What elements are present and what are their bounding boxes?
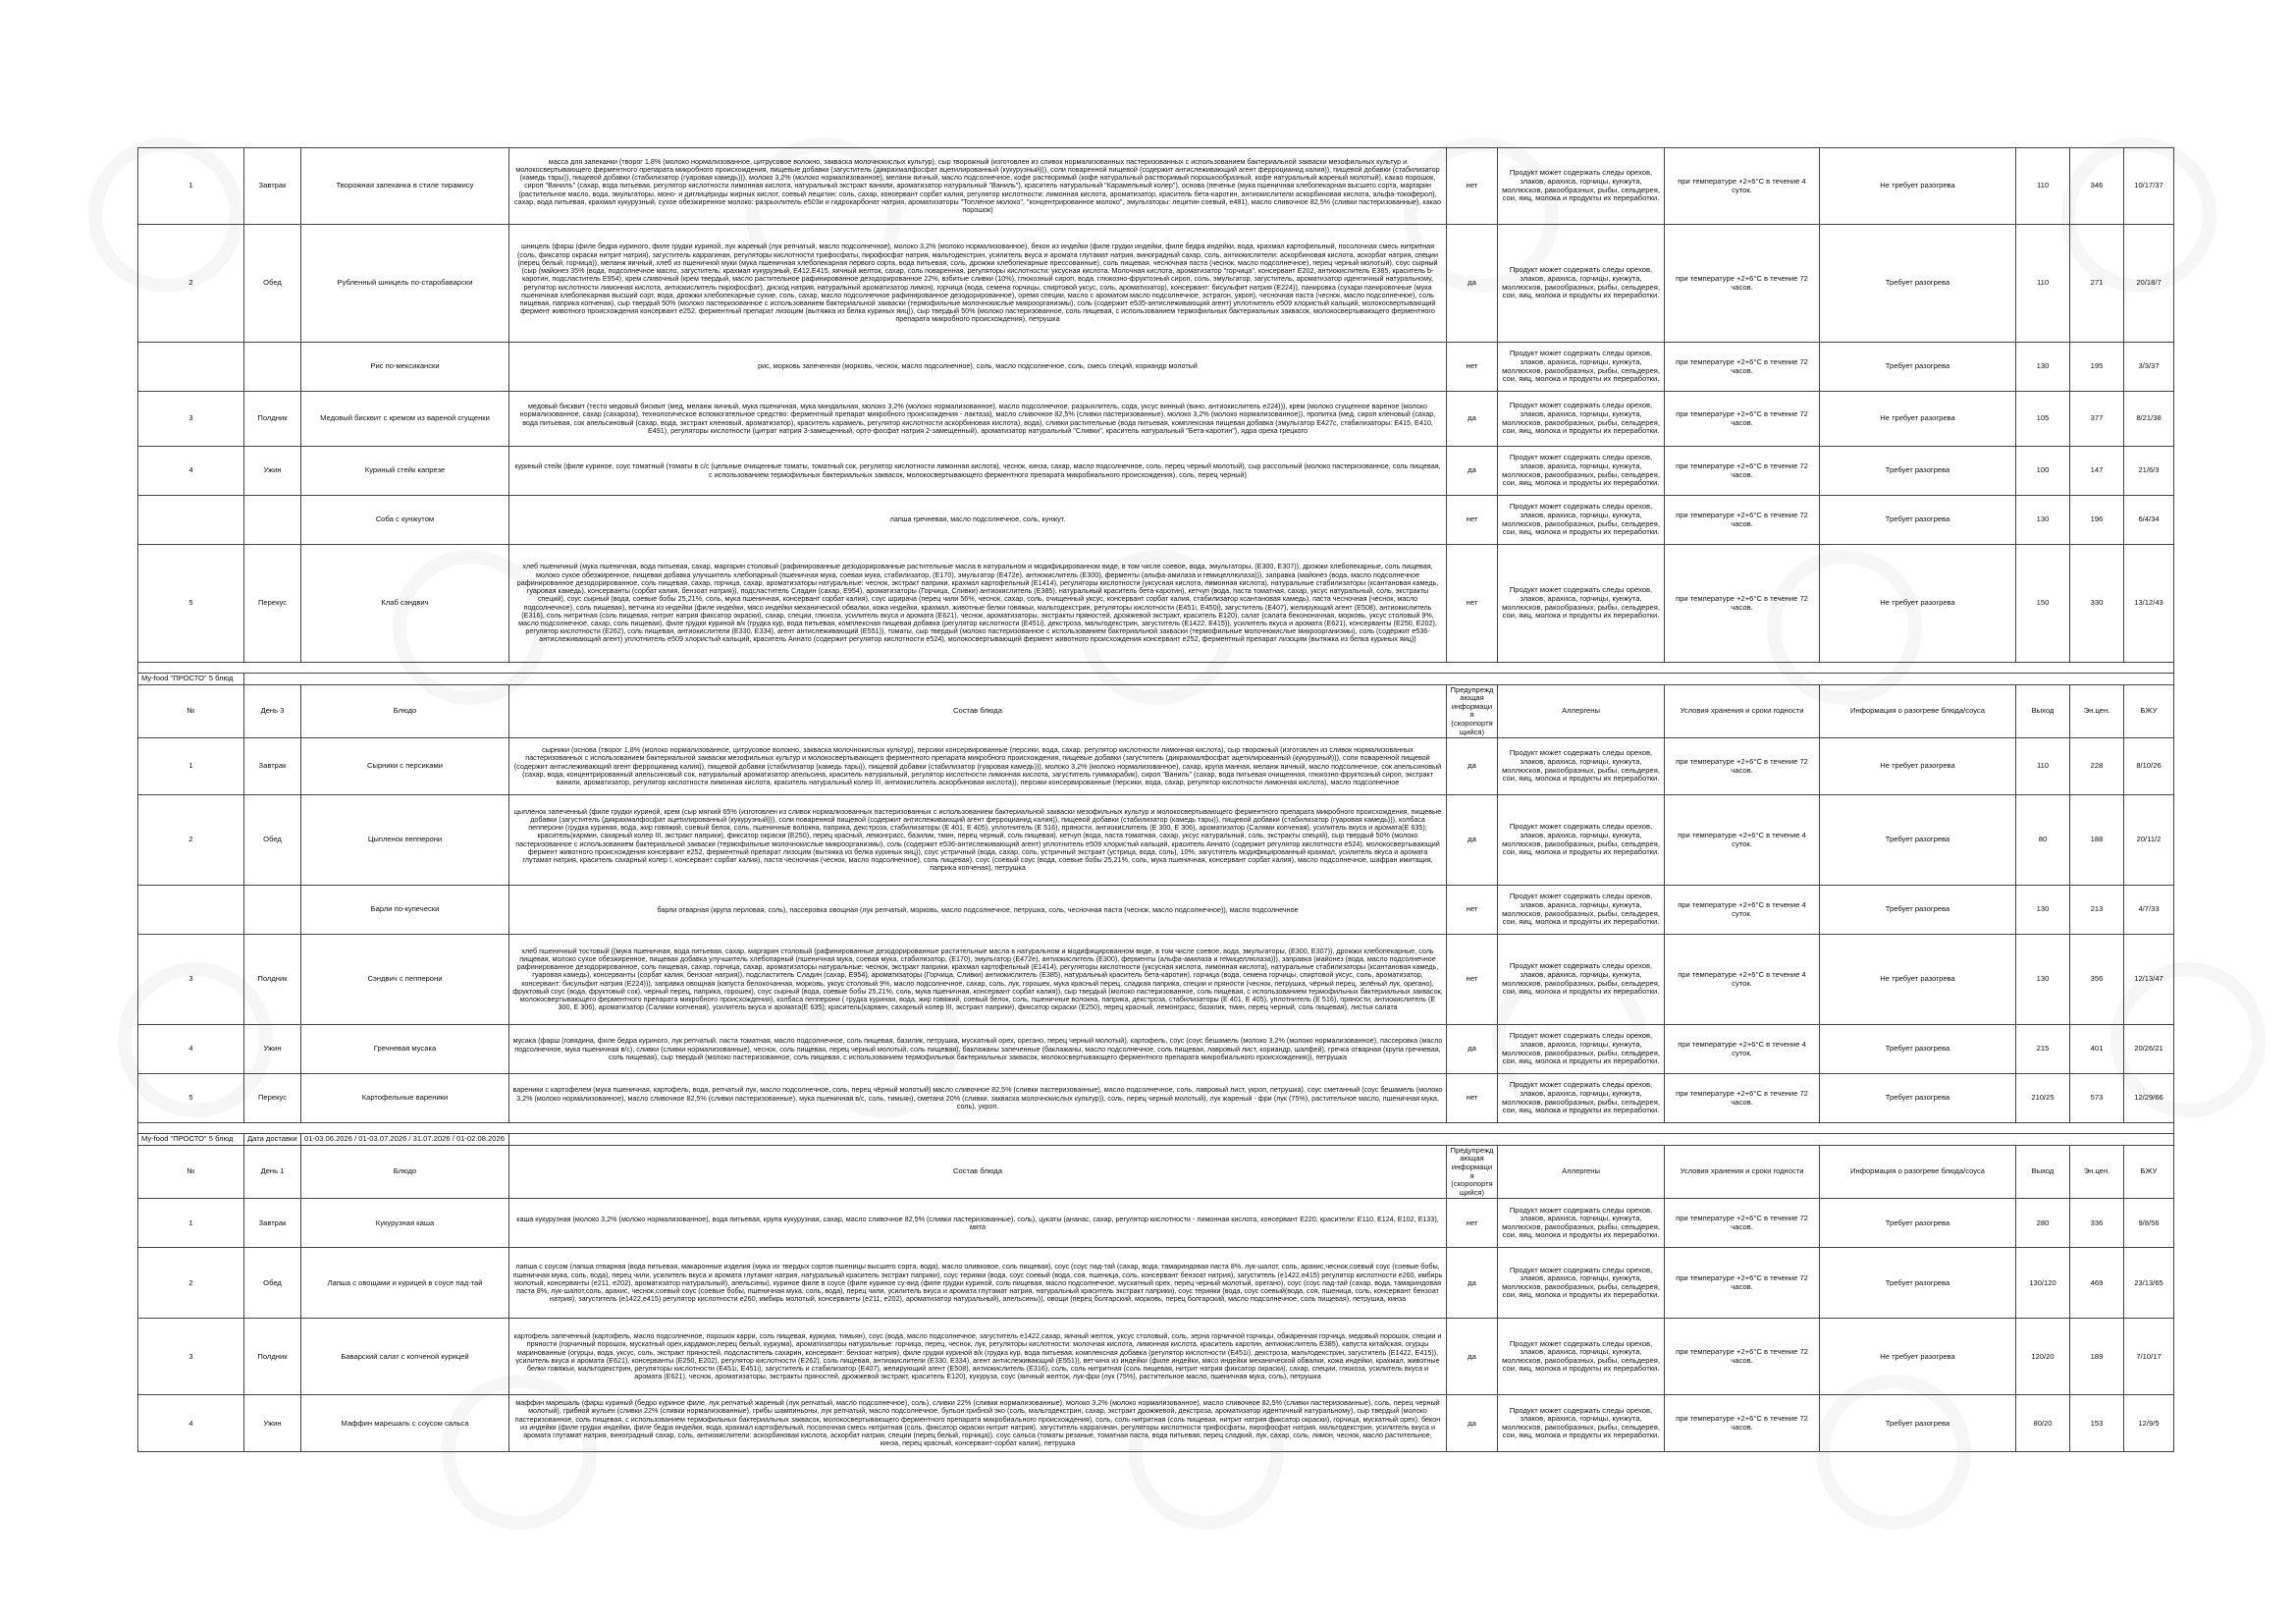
energy-value: 346 [2070,148,2124,225]
table-row [138,1074,2174,1123]
meal-type: Ужин [244,1395,301,1452]
bju-value: 9/8/56 [2124,1199,2174,1248]
composition-text: хлеб пшеничный тостовый ((мука пшеничная, вода питьевая, сахар, маргарин столовый (рафинированные дезодорированные растительные масла в натуральном и модифицированном виде, в том числе соевое, вода, эмульгаторы, (Е300, Е307)), дрожжи хлебопекарные, соль пищевая, молоко сухое обезжиренное, пищевая добавка улучшитель хлебопарный (пшеничная мука, соевая мука, стабилизатор, (Е170), эмульгатор (Е472е), антиокислитель (Е300), ферменты (альфа-амилаза и гемицеллюлаза))), заправка (майонез (вода, масло подсолнечное рафинированное дезодорированное, соль пищевая, сахар, горчица, сахар, ароматизаторы натуральные: чеснок, экстракт паприки, крахмал картофельный (Е1414), регуляторы кислотности (уксусная кислота, лимонная кислота), натуральные стабилизаторы (ксантановая камедь, гуаровая камедь), консерванты (сорбат калия, бензоат натрия)), подсластитель Сладин (сахар, Е954), ароматизаторы (Горчица, Сливки) антиокислитель (Е385), натуральный краситель бета-каротин), горчица (вода, семена горчицы, спиртовой уксус, соль, ароматизатор, консервант: бисульфит натрия (Е224))), заправка овощная (капуста белокочанная, морковь, уксус столовый 9%, масло подсолнечное, сахар, соль, лук, горошек, мука красный перец, сладкая паприка, специи и пряности (чеснок, петрушка, чёрный перец, зелёный лук, орегано), фруктовый соус (вода, фруктовый сок), черный перец, паприка, горошек), соус сырный (вода, соевые бобы 25,21%, соль, мука пшеничная, консервант сорбат калия)), сыр твердый (молоко пастеризованное, соль пищевая, с использованием термофильных бактериальных заквасок, молокосвертывающего ферментного препарата микробного происхождения), колбаса пепперони ( грудка куриная, вода, жир говяжий, соевый белок, соль, пшеничные волокна, паприка, декстроза, стабилизаторы (Е 401, Е 405), уплотнитель (Е 516), пряности, антиокислитель (Е 300, Е 306), ароматизатор (Салями копченая), усилитель вкуса и аромата(Е 635); краситель(кармин, сахарный колер III, экстракт паприки), фиксатор окраски (Е250), перец красный, лемонграсс, базилик, тмин, перец черный, соль пищевая), листья салата [509,935,1447,1025]
col-output: Выход [2016,1145,2070,1199]
bju-value: 8/21/38 [2124,392,2174,447]
heating-info: Требует разогрева [1820,343,2016,392]
bju-value: 20/26/21 [2124,1025,2174,1074]
meal-type: Завтрак [244,148,301,225]
meal-type: Перекус [244,545,301,663]
dish-name: Картофельные вареники [301,1074,509,1123]
warning-flag: да [1447,1319,1498,1395]
energy-value: 189 [2070,1319,2124,1395]
col-storage: Условия хранения и сроки годности [1665,684,1820,738]
allergens-text: Продукт может содержать следы орехов, злаков, арахиса, горчицы, кунжута, моллюсков, ракообразных, рыбы, сельдерея, сои, яиц, молока и продукты их переработки. [1498,1025,1665,1074]
output-weight: 100 [2016,447,2070,496]
row-number: 2 [138,1248,244,1319]
bju-value: 10/17/37 [2124,148,2174,225]
storage-text: при температуре +2+6°С в течение 4 суток. [1665,886,1820,935]
bju-value: 23/13/65 [2124,1248,2174,1319]
output-weight: 110 [2016,738,2070,795]
col-composition: Состав блюда [509,1145,1447,1199]
row-number: 2 [138,225,244,343]
table-row [138,343,2174,392]
meal-type: Обед [244,795,301,886]
row-number: 3 [138,935,244,1025]
storage-text: при температуре +2+6°С в течение 72 часов. [1665,447,1820,496]
col-heating: Информация о разогреве блюда/соуса [1820,684,2016,738]
table-row [138,1248,2174,1319]
output-weight: 80 [2016,795,2070,886]
row-number: 5 [138,545,244,663]
meal-type: Полдник [244,935,301,1025]
row-number: 1 [138,738,244,795]
bju-value: 12/13/47 [2124,935,2174,1025]
bju-value: 8/10/26 [2124,738,2174,795]
storage-text: при температуре +2+6°С в течение 72 часов. [1665,1319,1820,1395]
heating-info: Не требует разогрева [1820,148,2016,225]
dish-name: Сырники с персиками [301,738,509,795]
output-weight: 130 [2016,343,2070,392]
meal-type [244,496,301,545]
heating-info: Требует разогрева [1820,1074,2016,1123]
dish-name: Соба с кунжутом [301,496,509,545]
storage-text: при температуре +2+6°С в течение 72 часов. [1665,738,1820,795]
dish-name: Цыпленок пепперони [301,795,509,886]
output-weight: 110 [2016,225,2070,343]
row-number [138,343,244,392]
allergens-text: Продукт может содержать следы орехов, злаков, арахиса, горчицы, кунжута, моллюсков, ракообразных, рыбы, сельдерея, сои, яиц, молока и продукты их переработки. [1498,1199,1665,1248]
output-weight: 120/20 [2016,1319,2070,1395]
energy-value: 147 [2070,447,2124,496]
dish-name: Сэндвич с пепперони [301,935,509,1025]
allergens-text: Продукт может содержать следы орехов, злаков, арахиса, горчицы, кунжута, моллюсков, ракообразных, рыбы, сельдерея, сои, яиц, молока и продукты их переработки. [1498,343,1665,392]
allergens-text: Продукт может содержать следы орехов, злаков, арахиса, горчицы, кунжута, моллюсков, ракообразных, рыбы, сельдерея, сои, яиц, молока и продукты их переработки. [1498,545,1665,663]
output-weight: 280 [2016,1199,2070,1248]
meal-type [244,343,301,392]
storage-text: при температуре +2+6°С в течение 72 часов. [1665,545,1820,663]
date-label: Дата доставки [244,1134,301,1146]
storage-text: при температуре +2+6°С в течение 72 часов. [1665,343,1820,392]
allergens-text: Продукт может содержать следы орехов, злаков, арахиса, горчицы, кунжута, моллюсков, ракообразных, рыбы, сельдерея, сои, яиц, молока и продукты их переработки. [1498,738,1665,795]
allergens-text: Продукт может содержать следы орехов, злаков, арахиса, горчицы, кунжута, моллюсков, ракообразных, рыбы, сельдерея, сои, яиц, молока и продукты их переработки. [1498,148,1665,225]
heating-info: Не требует разогрева [1820,392,2016,447]
heating-info: Требует разогрева [1820,1248,2016,1319]
col-storage: Условия хранения и сроки годности [1665,1145,1820,1199]
energy-value: 377 [2070,392,2124,447]
dish-name: Кукурузная каша [301,1199,509,1248]
storage-text: при температуре +2+6°С в течение 4 суток. [1665,795,1820,886]
heating-info: Требует разогрева [1820,1025,2016,1074]
allergens-text: Продукт может содержать следы орехов, злаков, арахиса, горчицы, кунжута, моллюсков, ракообразных, рыбы, сельдерея, сои, яиц, молока и продукты их переработки. [1498,886,1665,935]
allergens-text: Продукт может содержать следы орехов, злаков, арахиса, горчицы, кунжута, моллюсков, ракообразных, рыбы, сельдерея, сои, яиц, молока и продукты их переработки. [1498,795,1665,886]
table-row [138,1395,2174,1452]
warning-flag: да [1447,1025,1498,1074]
energy-value: 330 [2070,545,2124,663]
energy-value: 228 [2070,738,2124,795]
section-label-2: My-food "ПРОСТО" 5 блюд [138,674,244,685]
composition-text: каша кукурузная (молоко 3,2% (молоко нормализованное), вода питьевая, крупа кукурузная, сахар, масло сливочное 82,5% (сливки пастеризованные), соль), цукаты (ананас, сахар, регулятор кислотности - лимонная кислота, консервант Е220, красители: Е110, Е124, Е102, Е133), мята [509,1199,1447,1248]
warning-flag: нет [1447,1199,1498,1248]
meal-type: Перекус [244,1074,301,1123]
energy-value: 573 [2070,1074,2124,1123]
warning-flag: да [1447,1248,1498,1319]
block-3-rows [138,1199,2174,1452]
meal-type [244,886,301,935]
col-no: № [138,1145,244,1199]
warning-flag: да [1447,392,1498,447]
output-weight: 150 [2016,545,2070,663]
meal-type: Завтрак [244,1199,301,1248]
dish-name: Рубленный шницель по-старобаварски [301,225,509,343]
allergens-text: Продукт может содержать следы орехов, злаков, арахиса, горчицы, кунжута, моллюсков, ракообразных, рыбы, сельдерея, сои, яиц, молока и продукты их переработки. [1498,1074,1665,1123]
composition-text: лапша гречневая, масло подсолнечное, соль, кунжут. [509,496,1447,545]
col-energy: Эн.цен. [2070,1145,2124,1199]
composition-text: куриный стейк (филе куриное, соус томатный (томаты в с/с (цельные очищенные томаты, томатный сок, регулятор кислотности лимонная кислота), чеснок, кинза, сахар, масло подсолнечное, соль, перец черный молотый), сыр рассольный (молоко пастеризованное, соль пищевая, с использованием термофильных бактериальных заквасок, молокосвертывающего ферментного препарата микробиального происхождения), соль, перец черный) [509,447,1447,496]
col-allergens: Аллергены [1498,684,1665,738]
col-energy: Эн.цен. [2070,684,2124,738]
allergens-text: Продукт может содержать следы орехов, злаков, арахиса, горчицы, кунжута, моллюсков, ракообразных, рыбы, сельдерея, сои, яиц, молока и продукты их переработки. [1498,447,1665,496]
table-row [138,392,2174,447]
bju-value: 12/29/66 [2124,1074,2174,1123]
allergens-text: Продукт может содержать следы орехов, злаков, арахиса, горчицы, кунжута, моллюсков, ракообразных, рыбы, сельдерея, сои, яиц, молока и продукты их переработки. [1498,1395,1665,1452]
heating-info: Требует разогрева [1820,1395,2016,1452]
table-row [138,496,2174,545]
output-weight: 130 [2016,935,2070,1025]
menu-composition-table [137,147,2174,1452]
output-weight: 215 [2016,1025,2070,1074]
header-row-day3 [138,684,2174,738]
warning-flag: нет [1447,343,1498,392]
composition-text: шницель (фарш (филе бедра куриного, филе грудки куриной, лук жареный (лук репчатый, масло подсолнечное), молоко 3,2% (молоко нормализованное), бекон из индейки (филе грудки индейки, филе бедра индейки, вода, крахмал картофельный, посолочная смесь нитритная (соль, фиксатор окраски нитрит натрия), загуститель каррагинан, регуляторы кислотности трифосфаты, пирофосфат натрия, мальтодекстрин, усилитель вкуса и аромата глутамат натрия, виноградный сахар, соль, антиокислители: аскорбиновая кислота, аскорбат натрия, специи (перец белый, горчица)), меланж яичный, хлеб из пшеничной муки (мука пшеничная хлебопекарная первого сорта, вода питьевая, соль, дрожжи хлебопекарные прессованные), соль пищевая, чесночная паста (чеснок, масло подсолнечное), перец черный молотый), соус сырный (сыр (майонез 35% (вода, подсолнечное масло, загуститель: крахмал кукурузный, Е412,Е415, яичный желток, сахар, соль поваренная, регуляторы кислотности: уксусная кислота. Молочная кислота, ароматизатор "горчица", консервант Е202, антиокислитель Е385, краситель b-каротин, подсластитель Е954), крем сливочный (крем твердый, масло растительное рафинированное дезодорированное 22%, взбитые сливки (10%), глюкозный сироп, вода, глюкозно-фруктозный сироп, соль, эмульгатор, загуститель, ароматизатор идентичный натуральному, регулятор кислотности лимонная кислота, антиокислитель пирофосфат), дискод натрия, натуральный ароматизатор лимон), горчица (вода, семена горчицы, спиртовой уксус, соль, ароматизатор), консервант: бисульфит натрия (Е224)), панировка (сухари панировочные (мука пшеничная хлебопекарная высший сорт, вода, дрожжи хлебопекарные сухие, соль, сахар, масло подсолнечное рафинированное дезодорированное), оремя специи, масло с ароматом масло подсолнечное, эстрагон, укроп), чесночная паста (чеснок, масло подсолнечное), соль пищевая, паприка копченая), сыр твердый 50% (молоко пастеризованное с использованием бактериальной закваски (термофильные молочнокислые микроорганизмы), соль (содержит e535-антислеживающий агент) уплотнитель e509 хлористый кальций, молокосвертывающий фермент животного происхождения консервант e252, ферментный препарат лизоцим (вытяжка из белка куриных яиц)), сыр твердый 50% (молоко пастеризованное, соль пищевая, с использованием термофильных бактериальных заквасок, молокосвертывающего ферментного препарата микробного происхождения), петрушка [509,225,1447,343]
dish-name: Творожная запеканка в стиле тирамису [301,148,509,225]
heating-info: Требует разогрева [1820,496,2016,545]
warning-flag: нет [1447,496,1498,545]
bju-value: 20/18/7 [2124,225,2174,343]
bju-value: 3/3/37 [2124,343,2174,392]
col-day: День 1 [244,1145,301,1199]
row-number: 4 [138,1025,244,1074]
storage-text: при температуре +2+6°С в течение 72 часов. [1665,496,1820,545]
output-weight: 105 [2016,392,2070,447]
meal-type: Обед [244,225,301,343]
meal-type: Ужин [244,447,301,496]
bju-value: 7/10/17 [2124,1319,2174,1395]
col-day: День 3 [244,684,301,738]
date-value: 01-03.06.2026 / 01-03.07.2026 / 31.07.2026 / 01-02.08.2026 [301,1134,509,1146]
composition-text: маффин марешаль (фарш куриный (бедро куриное филе, лук репчатый жареный (лук репчатый, масло подсолнечное), соль), сливки 22% (сливки нормализованные), молоко 3,2% (молоко нормализованное), масло сливочное 82,5% (сливки пастеризованные), соль, перец черный молотый), грибной жульен (сливки 22% (сливки нормализованные), грибы шампиньоны, лук репчатый, масло подсолнечное, бульон грибной эко (соль, мальтодекстрин, сахар, экстракт дрожжевой, декстроза, ароматизатор идентичный натуральному), сыр твердый (молоко пастеризованное, соль пищевая, с использованием термофильных бактериальных заквасок, молокосвертывающего ферментного препарата микробиального происхождения), соль, соль нитритная (соль пищевая, нитрит натрия фиксатор окраски), горчица, мускатный орех), бекон из индейки (филе грудки индейки, филе бедра индейки, вода, крахмал картофельный, посолочная смесь нитритная (соль, фиксатор окраски нитрит натрия), загуститель каррагинан, регуляторы кислотности трифосфаты, пирофосфат натрия, мальтодекстрин, усилитель вкуса и аромата глутамат натрия, виноградный сахар, соль, антиокислители: аскорбиновая кислота, аскорбат натрия, специи (перец белый, горчица)), соус сальса (томаты резаные, томатная паста, вода питьевая, перец сладкий, лук, сахар, соль, лимон, чеснок, масло растительное, кинза, перец красный, консервант-сорбат калия), петрушка [509,1395,1447,1452]
energy-value: 469 [2070,1248,2124,1319]
table-row [138,545,2174,663]
storage-text: при температуре +2+6°С в течение 72 часов. [1665,1074,1820,1123]
output-weight: 210/25 [2016,1074,2070,1123]
row-number: 1 [138,1199,244,1248]
warning-flag: да [1447,1395,1498,1452]
row-number: 4 [138,1395,244,1452]
table-row [138,886,2174,935]
block-2-rows [138,738,2174,1123]
block-1-rows [138,148,2174,663]
col-dish: Блюдо [301,684,509,738]
heating-info: Требует разогрева [1820,886,2016,935]
energy-value: 196 [2070,496,2124,545]
table-row [138,1319,2174,1395]
energy-value: 153 [2070,1395,2124,1452]
bju-value: 12/9/5 [2124,1395,2174,1452]
row-number: 5 [138,1074,244,1123]
meal-type: Завтрак [244,738,301,795]
row-number: 3 [138,1319,244,1395]
section-label-3: My-food "ПРОСТО" 5 блюд [138,1134,244,1146]
row-number: 4 [138,447,244,496]
table-row [138,935,2174,1025]
row-number: 3 [138,392,244,447]
col-warning: Предупреждающая информация (скоропортящийся) [1447,1145,1498,1199]
warning-flag: да [1447,795,1498,886]
output-weight: 130 [2016,886,2070,935]
meal-type: Ужин [244,1025,301,1074]
dish-name: Гречневая мусака [301,1025,509,1074]
heating-info: Не требует разогрева [1820,738,2016,795]
storage-text: при температуре +2+6°С в течение 72 часов. [1665,1395,1820,1452]
heating-info: Не требует разогрева [1820,1319,2016,1395]
output-weight: 130/120 [2016,1248,2070,1319]
allergens-text: Продукт может содержать следы орехов, злаков, арахиса, горчицы, кунжута, моллюсков, ракообразных, рыбы, сельдерея, сои, яиц, молока и продукты их переработки. [1498,935,1665,1025]
composition-text: мусака (фарш (говядина, филе бедра куриного, лук репчатый, паста томатная, масло подсолнечное, соль пищевая, базилик, петрушка, мускатный орех, орегано, перец черный молотый), картофель, соус (соус бешамель (молоко 3,2% (молоко нормализованное), пассеровка (масло подсолнечное, мука пшеничная в/с), сливки (сливки нормализованные), чеснок, соль пищевая, перец черный молотый, соль пищевая), баклажаны запеченные (баклажаны, масло подсолнечное, соль пищевая, лавровый лист, кориандр, шалфей), гречка отварная (крупа гречневая, соль пищевая), сыр твердый (молоко пастеризованное, соль пищевая, с использованием термофильных бактериальных заквасок, молокосвертывающего ферментного препарата микробиального происхождения)), петрушка [509,1025,1447,1074]
row-number: 2 [138,795,244,886]
storage-text: при температуре +2+6°С в течение 72 часов. [1665,225,1820,343]
output-weight: 80/20 [2016,1395,2070,1452]
col-allergens: Аллергены [1498,1145,1665,1199]
table-row [138,225,2174,343]
energy-value: 195 [2070,343,2124,392]
storage-text: при температуре +2+6°С в течение 4 суток. [1665,148,1820,225]
bju-value: 4/7/33 [2124,886,2174,935]
energy-value: 356 [2070,935,2124,1025]
heating-info: Не требует разогрева [1820,935,2016,1025]
dish-name: Рис по-мексикански [301,343,509,392]
col-output: Выход [2016,684,2070,738]
meal-type: Полдник [244,392,301,447]
allergens-text: Продукт может содержать следы орехов, злаков, арахиса, горчицы, кунжута, моллюсков, ракообразных, рыбы, сельдерея, сои, яиц, молока и продукты их переработки. [1498,1248,1665,1319]
table-row [138,738,2174,795]
row-number [138,496,244,545]
table-row [138,1025,2174,1074]
warning-flag: да [1447,447,1498,496]
composition-text: барли отварная (крупа перловая, соль), пассеровка овощная (лук репчатый, морковь, масло подсолнечное, петрушка, соль, чесночная паста (чеснок, масло подсолнечное)), масло подсолнечное [509,886,1447,935]
allergens-text: Продукт может содержать следы орехов, злаков, арахиса, горчицы, кунжута, моллюсков, ракообразных, рыбы, сельдерея, сои, яиц, молока и продукты их переработки. [1498,1319,1665,1395]
bju-value: 13/12/43 [2124,545,2174,663]
dish-name: Клаб сэндвич [301,545,509,663]
storage-text: при температуре +2+6°С в течение 4 суток. [1665,1025,1820,1074]
composition-text: сырники (основа (творог 1,8% (молоко нормализованное, цитрусовое волокно, закваска молочнокислых культур), персики консервированные (персики, вода, сахар, регулятор кислотности лимонная кислота), сыр творожный (изготовлен из сливок нормализованных пастеризованных с использованием бактериальной закваски мезофильных культур и молокосвертывающего ферментного препарата микробного происхождения, пищевые добавки (загуститель (дикрахмалфосфат ацетилированный (кукурузный))), соли поваренной пищевой (содержит антислеживающий агент ферроцианид калия)), пищевой добавки (стабилизатор (камедь тары)), пищевой добавки (стабилизатор (гуаровая камедь))), молоко 3,2% (молоко нормализованное), сахар, крупа манная, меланж яичный, масло подсолнечное, сок апельсиновый (сахар, вода, концентрированный апельсиновый сок, натуральный ароматизатор апельсина, краситель натуральный, регулятор кислотности лимонная кислота, загуститель гуммиарабик), сироп "Ваниль" (сахар, вода питьевая очищенная, глюкозно-фруктозный сироп, экстракт ванили, ароматизатор, регулятор кислотности лимонная кислота, краситель натуральный колер III, антиокислитель аскорбиновая кислота)), персики консервированные (персики, вода, сахар, регулятор кислотности лимонная кислота), масло подсолнечное [509,738,1447,795]
meal-type: Обед [244,1248,301,1319]
col-warning: Предупреждающая информация (скоропортящийся) [1447,684,1498,738]
bju-value: 21/6/3 [2124,447,2174,496]
heating-info: Требует разогрева [1820,1199,2016,1248]
heating-info: Требует разогрева [1820,447,2016,496]
output-weight: 110 [2016,148,2070,225]
table-row [138,148,2174,225]
energy-value: 213 [2070,886,2124,935]
col-bju: БЖУ [2124,1145,2174,1199]
col-heating: Информация о разогреве блюда/соуса [1820,1145,2016,1199]
heating-info: Не требует разогрева [1820,545,2016,663]
composition-text: хлеб пшеничный (мука пшеничная, вода питьевая, сахар, маргарин столовый (рафинированные дезодорированные растительные масла в натуральном и модифицированном виде, в том числе соевое, вода, эмульгаторы, (Е300, Е307)), дрожжи хлебопекарные, соль пищевая, молоко сухое обезжиренное, пищевая добавка улучшитель хлебопарный (пшеничная мука, соевая мука, стабилизатор, (Е170), эмульгатор (Е472е), антиокислитель (Е300), ферменты (альфа-амилаза и гемицеллюлаза))), заправка (майонез (вода, масло подсолнечное рафинированное дезодорированное, соль пищевая, сахар, горчица, сахар, ароматизаторы натуральные: чеснок, экстракт паприки, крахмал картофельный (Е1414), регуляторы кислотности (уксусная кислота, лимонная кислота), натуральные стабилизаторы (ксантановая камедь, гуаровая камедь), консерванты (сорбат калия, бензоат натрия)), подсластитель Сладин (сахар, Е954), ароматизаторы (Горчица, Сливки) антиокислитель (Е385), натуральный краситель бета-каротин), кетчуп (вода, паста томатная, сахар, уксус натуральный, соль, экстракты специй), соус сырный (вода, соевые бобы 25,21%, соль, мука пшеничная, консервант сорбат калия), соус шрирача (перец чили 56%, чеснок, сахар, соль, очищенный уксус, консервант сорбат калия, стабилизатор ксантановая камедь), паста чесночная (чеснок, масло подсолнечное), соль пищевая), ветчина из индейки (филе индейки, мясо индейки механической обвалки, кожа индейки, крахмал, животные белки говяжьи, мальтодекстрин, регуляторы кислотности (Е451i, Е450i), загуститель (Е407), желирующий агент (Е508), антиокислитель (Е316), соль нитритная (соль пищевая, нитрит натрия фиксатор окраски), сахар, специи, глюкоза, усилитель вкуса и аромата (Е621), чеснок, ароматизаторы, экстракты пряностей, дрожжевой экстракт, краситель Е120), салат (салата бекононачная, морковь, уксус столовый 9%, масло подсолнечное, сахар, соль пищевая), филе грудки куриной в/к (грудка кур, вода питьевая, комплексная пищевая добавка (регулятор кислотности (Е451i), декстроза, мальтодекстрин, загуститель (Е1422, Е415)), усилитель вкуса и аромата (Е621), консерванты (Е250, Е202), регулятор кислотности (Е262), соль пищевая, антиокислители (Е330, Е334), агент антислеживающий (Е551)), томаты, сыр твердый (молоко пастеризованное с использованием бактериальной закваски (термофильные молочнокислые микроорганизмы), соль (содержит е536-антислеживающий агент) уплотнитель е509 хлористый кальций, краситель Аннато (содержит регулятор кислотности е524), молокосвертывающий фермент животного происхождения консервант е252, ферментный препарат лизоцим (вытяжка из белка куриных яиц)) [509,545,1447,663]
composition-text: медовый бисквит (тесто медовый бисквит (мед, меланж яичный, мука пшеничная, мука миндальная, молоко 3,2% (молоко нормализованное), масло подсолнечное, разрыхлитель, сода, уксус винный (вино, антиокислитель е224))), крем (молоко сгущенное вареное (молоко нормализованное, сахар (сахароза), технологическое вспомогательное средство: ферментный препарат микробного происхождения - лактаза), масло сливочное 82,5% (сливки пастеризованные), молоко 3,2% (молоко нормализованное)), пропитка (мед, сироп кленовый (сахар, вода питьевая, сок апельсиновый (сахар, вода, экстракт кленовый, ароматизатор), краситель карамель, регулятор кислотности аскорбиновая кислота), вода), сливки растительные (вода питьевая, комплексная пищевая добавка (эмульгатор Е427с, стабилизаторы: Е415, Е410, Е491), регуляторы кислотности (цитрат натрия 3-замещенный, орто-фосфат натрия 2-замещенный), ароматизатор натуральный "Сливки", краситель натуральный "Бета-каротин"), ядра ореха грецкого [509,392,1447,447]
composition-text: картофель запеченный (картофель, масло подсолнечное, порошок карри, соль пищевая, куркума, тимьян), соус (вода, масло подсолнечное, загуститель е1422,сахар, яичный желток, уксус столовый, соль, зерна горчичной горчицы, обжаренная горчица, медовый порошок, специи и пряности (горчичный порошок, мускатный орех,кардамон,перец белый, куркума), ароматизаторы натуральные: горчица, перец, чеснок, лук, регуляторы кислотности: молочная кислота, лимонная кислота, краситель каротин, антиокислитель Е385), капуста китайская, огурцы маринованные (огурцы, вода, уксус, соль, экстракт пряностей, подсластитель сахарин, консервант: бензоат натрия), филе грудки куриной в/к (грудка кур, вода питьевая, комплексная добавка (регулятор кислотности (Е451i), декстроза, мальтодекстрин, загуститель (Е1422, Е415)), усилитель вкуса и аромата (Е621), консерванты (Е250, Е202), регулятор кислотности (Е262), соль пищевая, антиокислители (Е330, Е334), агент антислеживающий (Е551)), ветчина из индейки (филе индейки, мясо индейки механической обвалки, кожа индейки, крахмал, животные белки говяжьи, мальтодекстрин, регуляторы кислотности (Е451i, Е451i), загуститель и стабилизатор (Е407), желирующий агент (Е508), антиокислитель (Е316), соль, соль нитритная (соль пищевая, нитрит натрия фиксатор окраски), сахар, специи, глюкоза, усилитель вкуса и аромата (Е621), чеснок, ароматизаторы, экстракты пряностей, дрожжевой экстракт, краситель Е120), кукуруза, соус (яичный желток, лук-фри (лук (75%), растительное масло, пшеничная мука, соль), петрушка [509,1319,1447,1395]
table-row [138,795,2174,886]
table-row [138,1199,2174,1248]
bju-value: 20/11/2 [2124,795,2174,886]
storage-text: при температуре +2+6°С в течение 72 часов. [1665,1248,1820,1319]
warning-flag: нет [1447,886,1498,935]
dish-name: Медовый бисквит с кремом из вареной сгущенки [301,392,509,447]
energy-value: 336 [2070,1199,2124,1248]
warning-flag: нет [1447,148,1498,225]
meal-type: Полдник [244,1319,301,1395]
table-row [138,447,2174,496]
allergens-text: Продукт может содержать следы орехов, злаков, арахиса, горчицы, кунжута, моллюсков, ракообразных, рыбы, сельдерея, сои, яиц, молока и продукты их переработки. [1498,225,1665,343]
dish-name: Баварский салат с копченой курицей [301,1319,509,1395]
warning-flag: нет [1447,935,1498,1025]
col-no: № [138,684,244,738]
composition-text: вареники с картофелем (мука пшеничная, картофель, вода, репчатый лук, масло подсолнечное, соль, перец чёрный молотый) масло сливочное 82,5% (сливки пастеризованные), масло подсолнечное, соль, лавровый лист, укроп, петрушка), соус сметанный (соус бешамель (молоко 3,2% (молоко нормализованное), масло сливочное 82,5% (сливки пастеризованные), мука пшеничная в/с, соль, тимьян), сметана 20% (сливки, закваска молочнокислых культур)), соль, перец черный молотый), лук жареный - фри (лук (75%), растительное масло, пшеничная мука, соль), укроп. [509,1074,1447,1123]
col-bju: БЖУ [2124,684,2174,738]
col-dish: Блюдо [301,1145,509,1199]
warning-flag: нет [1447,545,1498,663]
energy-value: 271 [2070,225,2124,343]
warning-flag: нет [1447,1074,1498,1123]
energy-value: 188 [2070,795,2124,886]
row-number [138,886,244,935]
storage-text: при температуре +2+6°С в течение 4 суток. [1665,935,1820,1025]
dish-name: Лапша с овощами и курицей в соусе пад-тай [301,1248,509,1319]
composition-text: масса для запеканки (творог 1,8% (молоко нормализованное, цитрусовое волокно, закваска молочнокислых культур), сыр творожный (изготовлен из сливок нормализованных пастеризованных с использованием бактериальной закваски мезофильных культур и молокосвертывающего ферментного препарата микробного происхождения, пищевые добавки (загуститель (дикрахмалфосфат ацетилированный (кукурузный))), соли поваренной пищевой (содержит антислеживающий агент ферроцианид калия)), пищевой добавки (стабилизатор (камедь тары)), пищевой добавки (стабилизатор (гуаровая камедь))), молоко 3,2% (молоко нормализованное), меланж яичный, масло подсолнечное, кофе растворимый (кофе натуральный растворимый порошкообразный, кофе натуральный жареный молотый), какао порошок, сироп "Ванилъ" (сахар, вода питьевая, регулятор кислотности лимонная кислота, натуральный экстракт ванили, ароматизатор натуральный "Ваниль"), краситель натуральный "Карамельный колер"), основа (печенье (мука пшеничная хлебопекарная высшего сорта, маргарин (растительное масло, вода, эмульгаторы, моно- и диглицериды жирных кислот, соевый лецитин: соль, сахар, консервант сорбат калия, регулятор кислотности: лимонная кислота, ароматизатор, краситель бета-каротин, антиокислители аскорбиновая кислота, альфа-токоферол), сахар, вода питьевая, крахмал кукурузный, сухое обезжиренное молоко: разрыхлитель е503и и гидрокарбонат натрия, ароматизаторы "Топленое молоко", "концентрированное молоко", эмульгаторы: лецитин соевый, е481), масло сливочное 82,5% (сливки пастеризованные), какао порошок) [509,148,1447,225]
composition-text: цыпленок запеченный (филе грудки куриной, крем (сыр мягкий 65% (изготовлен из сливок нормализованных пастеризованных с использованием бактериальной закваски мезофильных культур и молокосвертывающего ферментного препарата микробного происхождения, пищевые добавки (загуститель (дикрахмалфосфат ацетилированный (кукурузный))), соли поваренной пищевой (содержит антислеживающий агент ферроцианид калия)), пищевой добавки (стабилизатор (камедь тары)), пищевой добавки (стабилизатор (гуаровая камедь))), колбаса пепперони (грудка куриная, вода, жир говяжий, соевый белок, соль, пшеничные волокна, паприка, декстроза, стабилизаторы (Е 401, Е 405), уплотнитель (Е 516), пряности, антиокислитель (Е 300, Е 306), ароматизатор (Салями копченая), усилитель вкуса и аромата(Е 635); краситель(кармин, сахарный колер III, экстракт паприки), фиксатор окраски (Е250), перец красный, лемонграсс, базилик, тмин, перец черный, соль пищевая), кетчуп (вода, паста томатная, сахар, уксус натуральный, соль, экстракты специй), сыр твердый 50% (молоко пастеризованное с использованием бактериальной закваски (термофильные молочнокислые микроорганизмы), соль (содержит е536-антислеживающий агент) уплотнитель е509 хлористый кальций, краситель Аннато (содержит регулятор кислотности е524), молокосвертывающий фермент животного происхождения консервант е252, ферментный препарат лизоцим (вытяжка из белка куриных яиц)), соус устричный (вода, сахар, соль, устричный экстракт (устрица, вода, соль), 10%, загуститель модифицированный крахмал, усилитель вкуса и аромата глутамат натрия, краситель сахарный колер I, консервант сорбат калия), паста чесночная (чеснок, масло подсолнечное), соль пищевая), соус (соевый соус (вода, соевые бобы 25,21%, соль, мука пшеничная, консервант сорбат калия), масло подсолнечное, шафран имитация, паприка копченая), петрушка [509,795,1447,886]
composition-text: лапша с соусом (лапша отварная (вода питьевая, макаронные изделия (мука их твердых сортов пшеницы высшего сорта, вода), масло оливковое, соль пищевая), соус (соус пад-тай (сахар, вода, тамариндовая паста 8%, лук-шалот, соль, арахис,чеснок,соевый соус (соевые бобы, пшеничная мука, соль, вода), перец чили, усилитель вкуса и аромата глутамат натрия, натуральный краситель экстракт паприки), соус терияки (вода, соус соевый (вода, соя, пшеница, соль, консервант бензоат натрия), загуститель (е1422,е415) регулятор кислотности е260, имбирь молотый, консерванты (е211, е202), ароматизатор натуральный), апельсины), куриное филе в соусе (филе куриное су-вид (филе грудки куриной, соль пищевая, масло подсолнечное, мускатный орех, перец черный молотый, орегано), соус (соус пад-тай (сахар, вода, тамариндовая паста 8%, лук-шалот,соль, арахис, чеснок,соевый соус (соевые бобы, пшеничная мука, соль, вода), перец чили, усилитель вкуса и аромата глутамат натрия, натуральный краситель экстракт паприки), соус терияки (вода, соус соевый(вода, соя, пшеница, соль, консервант бензоат натрия), загуститель (е1422,е415) регулятор кислотности е260, имбирь молотый, консерванты (е211, е202), ароматизатор натуральный), апельсины)), овощи (перец болгарский, морковь, перец болгарский, масло подсолнечное, соль пищевая), петрушка, кинза [509,1248,1447,1319]
heating-info: Требует разогрева [1820,795,2016,886]
allergens-text: Продукт может содержать следы орехов, злаков, арахиса, горчицы, кунжута, моллюсков, ракообразных, рыбы, сельдерея, сои, яиц, молока и продукты их переработки. [1498,392,1665,447]
storage-text: при температуре +2+6°С в течение 72 часов. [1665,392,1820,447]
warning-flag: да [1447,225,1498,343]
header-row-day1 [138,1145,2174,1199]
warning-flag: да [1447,738,1498,795]
composition-text: рис, морковь запеченная (морковь, чеснок, масло подсолнечное), соль, масло подсолнечное, соль, смесь специй, кориандр молотый [509,343,1447,392]
storage-text: при температуре +2+6°С в течение 72 часов. [1665,1199,1820,1248]
col-composition: Состав блюда [509,684,1447,738]
heating-info: Требует разогрева [1820,225,2016,343]
row-number: 1 [138,148,244,225]
allergens-text: Продукт может содержать следы орехов, злаков, арахиса, горчицы, кунжута, моллюсков, ракообразных, рыбы, сельдерея, сои, яиц, молока и продукты их переработки. [1498,496,1665,545]
energy-value: 401 [2070,1025,2124,1074]
output-weight: 130 [2016,496,2070,545]
dish-name: Барли по-купечески [301,886,509,935]
dish-name: Куриный стейк капрезе [301,447,509,496]
bju-value: 6/4/34 [2124,496,2174,545]
dish-name: Маффин марешаль с соусом сальса [301,1395,509,1452]
